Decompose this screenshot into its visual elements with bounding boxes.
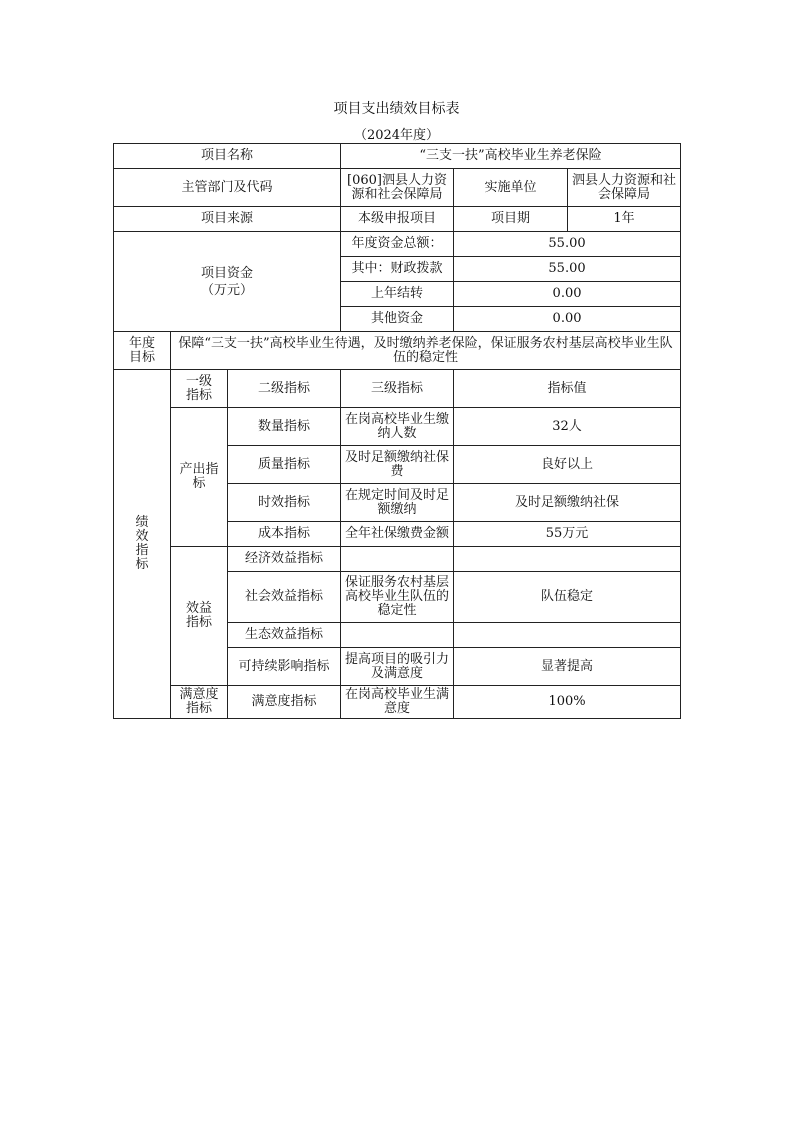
funds-total-value: 55.00 — [454, 232, 681, 257]
project-name-row — [114, 144, 681, 169]
satisfaction-indicators-label-text: 满意度指标 — [179, 687, 219, 716]
project-funds-label — [114, 232, 341, 332]
funds-carryover-label: 上年结转 — [341, 282, 454, 307]
annual-goal-row — [114, 332, 681, 370]
header-level1 — [171, 370, 228, 408]
department-value: [060]泗县人力资源和社会保障局 — [341, 169, 454, 207]
indicator-value: 队伍稳定 — [454, 572, 681, 623]
indicator-level2: 可持续影响指标 — [228, 648, 341, 686]
benefit-indicators-label-text: 效益指标 — [185, 601, 212, 630]
indicator-level3-text: 在岗高校毕业生满意度 — [344, 687, 449, 716]
indicator-level2: 成本指标 — [228, 522, 341, 547]
project-source-value: 本级申报项目 — [341, 207, 454, 232]
performance-indicators-label-text: 绩效指标 — [135, 515, 149, 572]
indicator-level2: 时效指标 — [228, 484, 341, 522]
funds-carryover-value: 0.00 — [454, 282, 681, 307]
project-funds-label-text: 项目资金（万元） — [200, 265, 253, 298]
indicator-value — [454, 547, 681, 572]
department-row — [114, 169, 681, 207]
implementing-unit-label: 实施单位 — [454, 169, 568, 207]
header-level2: 二级指标 — [228, 370, 341, 408]
indicator-level3 — [341, 522, 454, 547]
annual-goal-label-text: 年度目标 — [128, 335, 155, 365]
indicator-level3 — [341, 572, 454, 623]
output-indicators-label-text: 产出指标 — [179, 462, 219, 491]
project-name-value: “三支一扶”高校毕业生养老保险 — [341, 144, 681, 169]
project-source-label: 项目来源 — [114, 207, 341, 232]
indicator-level3-text: 在岗高校毕业生缴纳人数 — [344, 411, 449, 441]
header-value: 指标值 — [454, 370, 681, 408]
performance-goal-table — [113, 143, 681, 719]
funds-other-label: 其他资金 — [341, 307, 454, 332]
indicator-row — [114, 547, 681, 572]
funds-other-value: 0.00 — [454, 307, 681, 332]
indicator-level2: 质量指标 — [228, 446, 341, 484]
page-subtitle: （2024年度） — [353, 128, 440, 143]
indicator-row — [114, 686, 681, 719]
indicator-level2: 社会效益指标 — [228, 572, 341, 623]
funds-total-row — [114, 232, 681, 257]
indicator-level3 — [341, 446, 454, 484]
indicator-value: 良好以上 — [454, 446, 681, 484]
project-period-label: 项目期 — [454, 207, 568, 232]
page-title: 项目支出绩效目标表 — [333, 101, 460, 117]
department-label: 主管部门及代码 — [114, 169, 341, 207]
indicator-header-row — [114, 370, 681, 408]
indicator-level3-text: 在规定时间及时足额缴纳 — [344, 487, 449, 517]
performance-indicators-label — [114, 370, 171, 719]
annual-goal-text: 保障“三支一扶”高校毕业生待遇，及时缴纳养老保险，保证服务农村基层高校毕业生队伍的稳定性 — [171, 332, 681, 370]
indicator-level3 — [341, 648, 454, 686]
indicator-level2: 数量指标 — [228, 408, 341, 446]
annual-goal-label — [114, 332, 171, 370]
project-name-label: 项目名称 — [114, 144, 341, 169]
indicator-value: 32人 — [454, 408, 681, 446]
implementing-unit-value: 泗县人力资源和社会保障局 — [568, 169, 681, 207]
indicator-level3-text: 保证服务农村基层高校毕业生队伍的稳定性 — [344, 575, 449, 618]
funds-total-label: 年度资金总额： — [341, 232, 454, 257]
indicator-row — [114, 408, 681, 446]
satisfaction-indicators-label — [171, 686, 228, 719]
indicator-value: 100% — [454, 686, 681, 719]
indicator-value: 55万元 — [454, 522, 681, 547]
header-level3: 三级指标 — [341, 370, 454, 408]
indicator-value — [454, 623, 681, 648]
benefit-indicators-label — [171, 547, 228, 686]
indicator-level2: 满意度指标 — [228, 686, 341, 719]
indicator-level3 — [341, 686, 454, 719]
indicator-value: 显著提高 — [454, 648, 681, 686]
project-period-value: 1年 — [568, 207, 681, 232]
indicator-level2: 生态效益指标 — [228, 623, 341, 648]
indicator-level3-text: 提高项目的吸引力及满意度 — [344, 651, 449, 681]
funds-fiscal-label: 其中：财政拨款 — [341, 257, 454, 282]
indicator-value: 及时足额缴纳社保 — [454, 484, 681, 522]
indicator-level3 — [341, 547, 454, 572]
project-source-row — [114, 207, 681, 232]
indicator-level2: 经济效益指标 — [228, 547, 341, 572]
indicator-level3-text: 及时足额缴纳社保费 — [344, 449, 449, 479]
header-level1-text: 一级指标 — [185, 373, 212, 403]
funds-fiscal-value: 55.00 — [454, 257, 681, 282]
indicator-level3 — [341, 484, 454, 522]
indicator-level3 — [341, 408, 454, 446]
indicator-level3 — [341, 623, 454, 648]
indicator-level3-text: 全年社保缴费金额 — [344, 526, 449, 541]
output-indicators-label — [171, 408, 228, 547]
